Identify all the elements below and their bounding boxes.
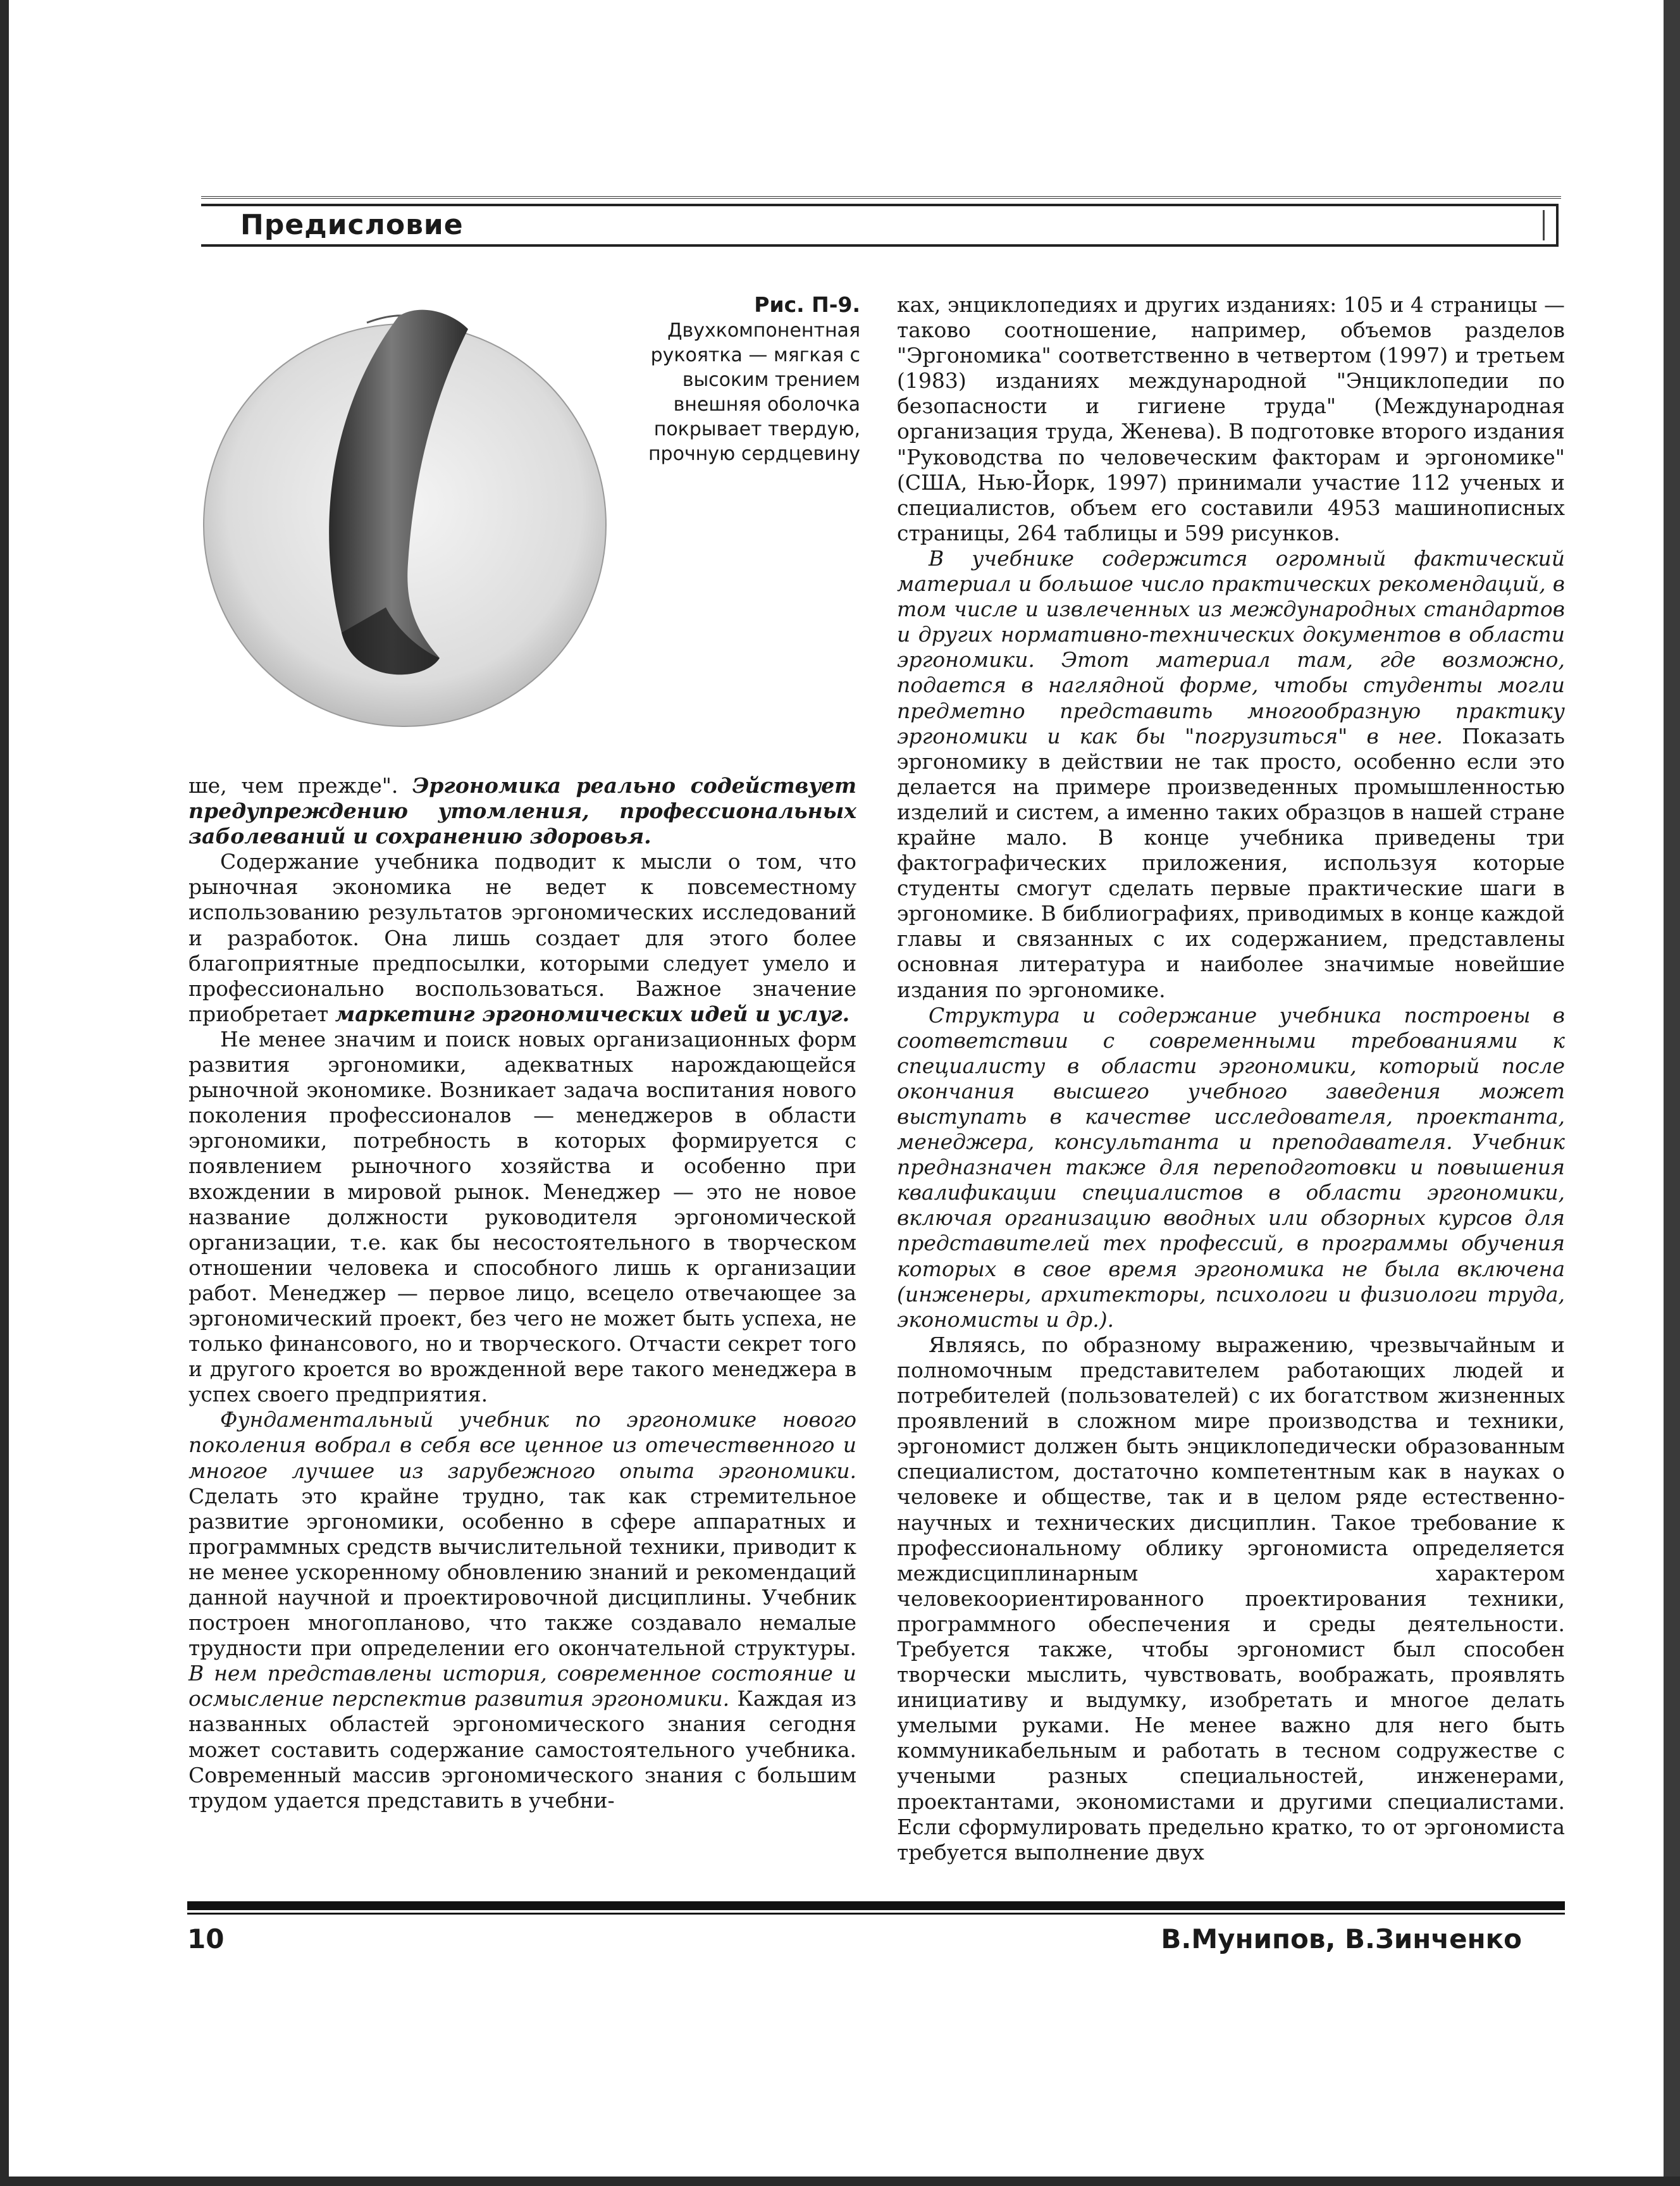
paragraph: Являясь, по образному выражению, чрезвычайным и полномочным представителем работающих людей и потребителей (пользователей) с их богатством жизненных проявлений в сложном мире производства и техники, эргономист должен быть энциклопедически образованным специалистом, достаточно компетентным как в науках о человеке и обществе, так и в целом ряде естественно-научных и технических дисциплин. Такое требование к профессиональному облику эргономиста определяется междисциплинарным характером человекоориентированного проектирования техники, программного обеспечения и среды деятельности. Требуется также, чтобы эргономист был способен творчески мыслить, чувствовать, воображать, проявлять инициативу и выдумку, изобретать и многое делать умелыми руками. Не менее важно для него быть коммуникабельным и работать в тесном содружестве с учеными разных специальностей, инженерами, проектантами, экономистами и другими специалистами. Если сформулировать предельно кратко, то от эргономиста требуется выполнение двух xyxy=(897,1332,1565,1865)
scan-edge-right xyxy=(1664,0,1680,2186)
footer-authors: В.Мунипов, В.Зинченко xyxy=(1161,1923,1522,1954)
paragraph: Не менее значим и поиск новых организационных форм развития эргономики, адекватных нарождающейся рыночной экономике. Возникает задача воспитания нового поколения профессионалов — менеджеров в области эргономики, потребность в которых формируется с появлением рыночного хозяйства и особенно при вхождении в мировой рынок. Менеджер — это не новое название должности руководителя эргономической организации, т.е. как бы несостоятельного в творческом отношении человека и способного лишь к организации работ. Менеджер — первое лицо, всецело отвечающее за эргономический проект, без чего не может быть успеха, не только финансового, но и творческого. Отчасти секрет того и другого кроется во врожденной вере такого менеджера в успех своего предприятия. xyxy=(188,1026,856,1407)
header-rule xyxy=(201,196,1561,204)
text: ше, чем прежде". xyxy=(188,773,412,798)
emphasis: В нем представлены история, современное состояние и осмысление перспектив развития эргономики. xyxy=(188,1661,856,1711)
section-title: Предисловие xyxy=(240,209,464,241)
paragraph xyxy=(188,773,856,849)
scan-edge-bottom xyxy=(0,2177,1680,2186)
footer-rule-thin xyxy=(187,1913,1565,1915)
paragraph xyxy=(897,1003,1565,1332)
emphasis: маркетинг эргономических идей и услуг. xyxy=(335,1001,850,1026)
paragraph xyxy=(188,849,856,1027)
text: Содержание учебника подводит к мысли о том, что рыночная экономика не ведет к повсеместному использованию результатов эргономических исследований и разработок. Она лишь создает для этого более благоприятные предпосылки, которыми следует умело и профессионально воспользоваться. Важное значение приобретает xyxy=(188,849,856,1026)
emphasis: Эргономика реально содействует предупреждению утомления, профессиональных заболеваний и сохранению здоровья. xyxy=(188,773,856,849)
paragraph xyxy=(188,1407,856,1813)
paragraph: ках, энциклопедиях и других изданиях: 105 и 4 страницы — таково соотношение, например, объемов разделов "Эргономика" соответственно в четвертом (1997) и третьем (1983) изданиях международной "Энциклопедии по безопасности и гигиене труда" (Международная организация труда, Женева). В подготовке второго издания "Руководства по человеческим факторам и эргономике" (США, Нью-Йорк, 1997) принимали участие 112 ученых и специалистов, объем его составили 4953 машинописных страницы, 264 таблицы и 599 рисунков. xyxy=(897,292,1565,545)
caption-text: Двухкомпонентная рукоятка — мягкая с высоким трением внешняя оболочка покрывает твердую, прочную сердцевину xyxy=(648,320,860,465)
paragraph xyxy=(897,546,1565,1003)
footer-rule xyxy=(187,1901,1565,1910)
text: Каждая из названных областей эргономического знания сегодня может составить содержание самостоятельного учебника. Современный массив эргономического знания с большим трудом удается представить в учебни- xyxy=(188,1686,857,1813)
text: Сделать это крайне трудно, так как стремительное развитие эргономики, особенно в сфере аппаратных и программных средств вычислительной техники, приводит к не менее ускоренному обновлению знаний и рекомендаций данной научной и проектировочной дисциплины. Учебник построен многопланово, что также создавало немалые трудности при определении его окончательной структуры. xyxy=(188,1483,856,1661)
emphasis: Фундаментальный учебник по эргономике нового поколения вобрал в себя все ценное из отечественного и многое лучшее из зарубежного опыта эргономики. xyxy=(188,1407,856,1483)
scan-edge-left xyxy=(0,0,9,2186)
text: Показать эргономику в действии не так просто, особенно если это делается на примере произведенных промышленностью изделий и систем, а именно таких образцов в нашей стране крайне мало. В конце учебника приведены три фактографических приложения, используя которые студенты смогут сделать первые практические шаги в эргономике. В библиографиях, приводимых в конце каждой главы и связанных с их содержанием, представлены основная литература и наиболее значимые новейшие издания по эргономике. xyxy=(897,723,1565,1002)
figure-handle-illustration xyxy=(196,278,639,734)
page-number: 10 xyxy=(187,1923,225,1954)
handle-image xyxy=(196,278,639,734)
caption-label: Рис. П-9. xyxy=(754,292,860,317)
left-column xyxy=(188,773,856,1813)
emphasis: Структура и содержание учебника построены в соответствии с современными требованиями к специалисту в области эргономики, который после окончания высшего учебного заведения может выступать в качестве исследователя, проектанта, менеджера, консультанта и преподавателя. Учебник предназначен также для переподготовки и повышения квалификации специалистов в области эргономики, включая организацию вводных или обзорных курсов для представителей тех профессий, в программы обучения которых в свое время эргономика не была включена (инженеры, архитекторы, психологи и физиологи труда, экономисты и др.). xyxy=(897,1002,1565,1332)
right-column xyxy=(897,292,1565,1865)
emphasis: В учебнике содержится огромный фактический материал и большое число практических рекомендаций, в том числе и извлеченных из международных стандартов и других нормативно-технических документов в области эргономики. Этот материал там, где возможно, подается в наглядной форме, чтобы студенты могли предметно представить многообразную практику эргономики и как бы "погрузиться" в нее. xyxy=(897,545,1565,748)
figure-caption xyxy=(645,292,860,466)
